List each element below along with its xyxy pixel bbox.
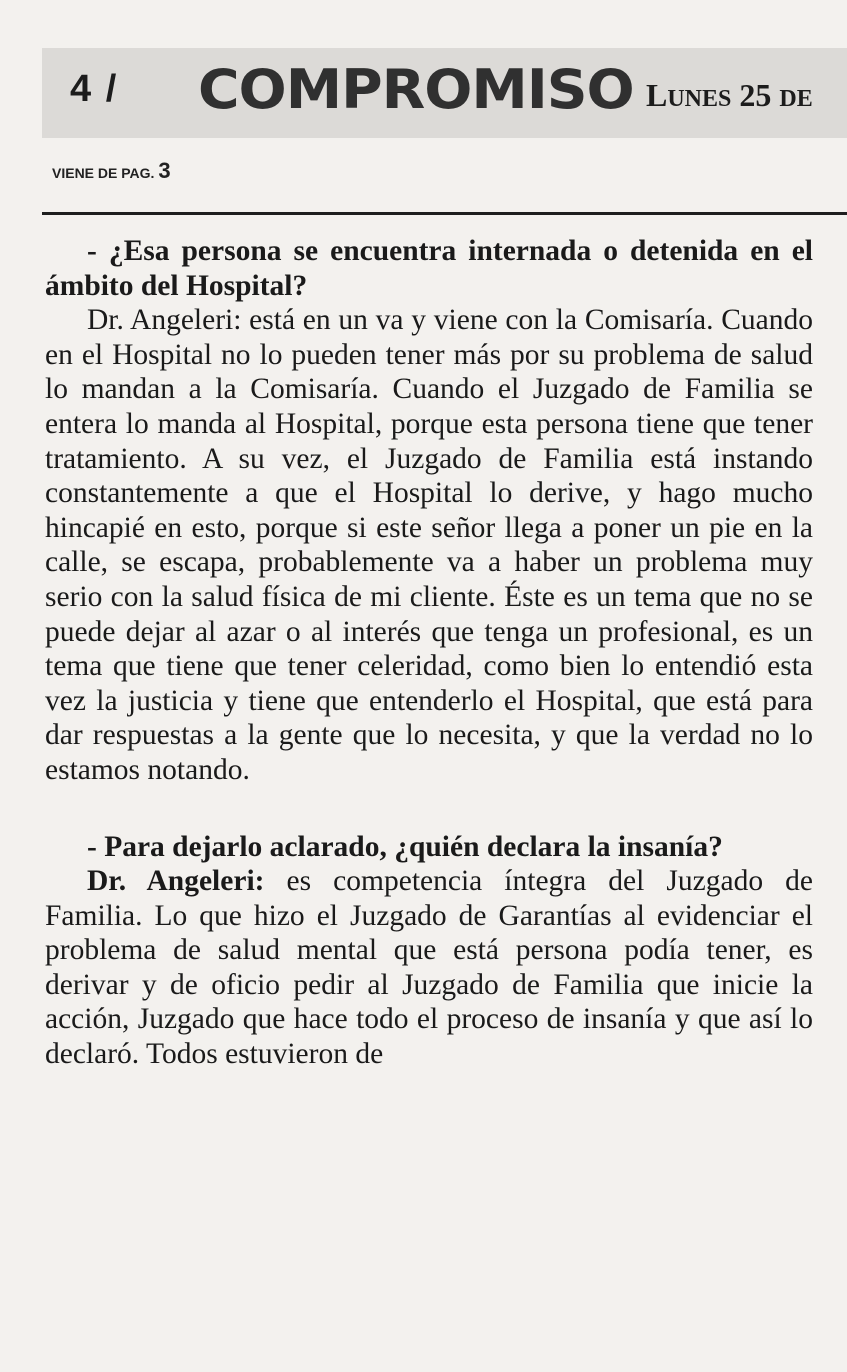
date-day: 25 — [739, 77, 772, 113]
answer-2 — [45, 864, 813, 1072]
issue-date — [646, 77, 813, 114]
date-initial: L — [646, 77, 668, 113]
paragraph-gap — [45, 788, 813, 830]
answer-1: Dr. Angeleri: está en un va y viene con la Comisaría. Cuando en el Hospital no lo pueden tener más por su problema de salud lo mandan a la Comisaría. Cuando el Juzgado de Familia se entera lo manda al Hospital, porque esta persona tiene que tener tratamiento. A su vez, el Juzgado de Familia está instando constantemente a que el Hospital lo derive, y hago mucho hincapié en esto, porque si este señor llega a poner un pie en la calle, se escapa, probablemente va a haber un problema muy serio con la salud física de mi cliente. Éste es un tema que no se puede dejar al azar o al interés que tenga un profesional, es un tema que tiene que tener celeridad, como bien lo entendió esta vez la justicia y tiene que entenderlo el Hospital, que está para dar respuestas a la gente que lo necesita, y que la verdad no lo estamos notando. — [45, 304, 813, 786]
continued-page: 3 — [158, 158, 171, 183]
question-1: - ¿Esa persona se encuentra internada o detenida en el ámbito del Hospital? — [45, 235, 813, 302]
continued-from — [52, 158, 171, 184]
section-title: COMPROMISO — [198, 58, 634, 121]
date-word-rest: UNES — [667, 86, 732, 112]
question-2: - Para dejarlo aclarado, ¿quién declara la insanía? — [87, 830, 723, 863]
answer-2-text: es competencia íntegra del Juzgado de Familia. Lo que hizo el Juzgado de Garantías al evidenciar el problema de salud mental que está persona podía tener, es derivar y de oficio pedir al Juzgado de Familia que inicie la acción, Juzgado que hace todo el proceso de insanía y que así lo declaró. Todos estuvieron de — [45, 865, 813, 1071]
article-body — [45, 234, 813, 1072]
page-number: 4 / — [70, 68, 119, 110]
answer-2-speaker: Dr. Angeleri: — [87, 865, 265, 898]
date-de: DE — [779, 86, 813, 112]
header-divider — [42, 212, 847, 215]
continued-label: VIENE DE PAG. — [52, 165, 155, 181]
